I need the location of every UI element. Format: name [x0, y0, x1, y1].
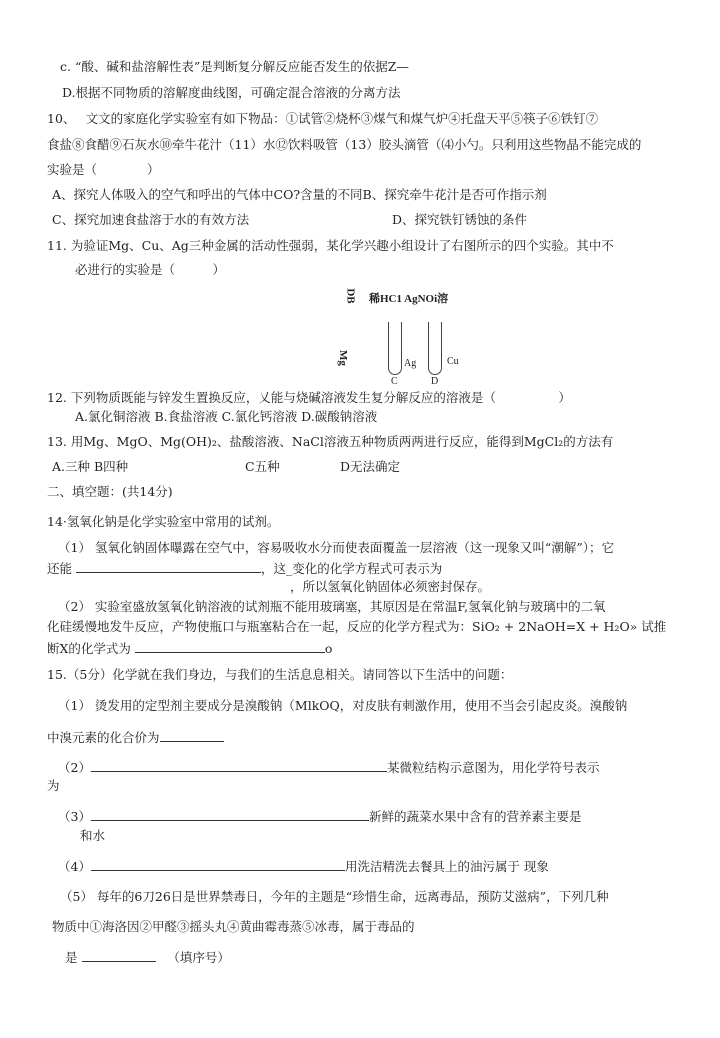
q13-option-ab: A.三种 B四种	[52, 459, 129, 474]
figure-label-cu: Cu	[447, 356, 459, 367]
q10-option-c: C、探究加速食盐溶于水的有效方法	[52, 212, 250, 227]
text: 新鲜的蔬菜水果中含有的营养素主要是	[368, 809, 582, 824]
q15-part1: （1） 烫发用的定型剂主要成分是溴酸钠（MlkOQ，对皮肤有刺激作用，使用不当会引起皮炎。溴酸钠	[58, 698, 628, 713]
figure-reagents: 稀HC1 AgNOi溶	[369, 293, 449, 305]
q9-option-d: D.根据不同物质的溶解度曲线图，可确定混合溶液的分离方法	[62, 85, 401, 100]
text: 断X的化学式为	[47, 641, 131, 656]
answer-blank[interactable]	[91, 858, 345, 871]
q11-stem-2: 必进行的实验是（ ）	[75, 262, 226, 277]
test-tube-c	[388, 322, 402, 375]
answer-blank[interactable]	[82, 949, 156, 962]
q15-part5: （5） 每年的6刀26日是世界禁毒日，今年的主题是“珍惜生命，远离毒品，预防艾滋病”，下列几种	[60, 889, 609, 904]
q15-part4	[58, 858, 549, 875]
text: 中溴元素的化合价为	[47, 730, 160, 745]
text: 某微粒结构示意图为，用化学符号表示	[386, 760, 600, 775]
text: （2）	[58, 760, 91, 775]
q12-stem: 12. 下列物质既能与锌发生置换反应，乂能与烧碱溶液发生复分解反应的溶液是（ ）	[47, 390, 571, 405]
q15-part1-line2	[47, 729, 224, 746]
figure-label-d: D	[431, 376, 439, 387]
q13-stem: 13. 用Mg、MgO、Mg(OH)₂、盐酸溶液、NaCl溶液五种物质两两进行反应，能得到MgCl₂的方法有	[47, 434, 614, 449]
q10-stem-3: 实验是（ ）	[47, 162, 160, 177]
q14-part2-line2: 化硅缓慢地发牛反应，产物使瓶口与瓶塞粘合在一起，反应的化学方程式为：SiO₂ + 2NaOH=X + H₂O» 试推	[47, 619, 667, 634]
q10-option-a: A、探究人体吸入的空气和呼出的气体中CO?含量的不同B、探究牵牛花汁是否可作指示剂	[52, 187, 547, 202]
text: 是	[65, 950, 78, 965]
q10-option-d: D、探究铁钉锈蚀的条件	[392, 212, 528, 227]
answer-blank[interactable]	[91, 808, 369, 821]
text: 用洗洁精洗去餐具上的油污属于 现象	[344, 859, 549, 874]
q14-part1-line3: ，所以氢氧化钠固体必须密封保存。	[290, 579, 491, 594]
q15-part2	[58, 759, 599, 776]
text: o	[324, 641, 333, 656]
q15-part3-line2: 和水	[80, 828, 106, 843]
q13-option-c: C五种	[245, 459, 280, 474]
figure-label-c: C	[391, 376, 398, 387]
text: ，这_变化的化学方程式可表示为	[261, 561, 443, 576]
q15-part2-line2: 为	[47, 778, 60, 793]
figure-label-mg: Mg	[336, 350, 349, 366]
q14-part1-line2	[47, 560, 442, 577]
q10-stem-2: 食盐⑧食醋⑨石灰水⑩牵牛花汁（11）水⑫饮料吸管（13）胶头滴管（⑷小勺。只利用这些物晶不能完成的	[47, 137, 642, 152]
text: 还能	[47, 561, 73, 576]
q13-option-d: D无法确定	[340, 459, 401, 474]
q14-part1: （1） 氢氧化钠固体曝露在空气中，容易吸收水分而使表面覆盖一层溶液（这一现象又叫“潮解”）；它	[58, 540, 614, 555]
figure-label-ag: Ag	[404, 358, 417, 369]
test-tube-d	[428, 322, 442, 375]
q14-part2-line3	[47, 640, 332, 657]
q15-title: 15.（5分）化学就在我们身边，与我们的生活息息相关。请同答以下生活中的问题：	[47, 667, 513, 682]
text: （填序号）	[167, 950, 230, 965]
answer-blank[interactable]	[135, 640, 325, 653]
answer-blank[interactable]	[76, 560, 261, 573]
answer-blank[interactable]	[91, 759, 387, 772]
q11-stem-1: 11. 为验证Mg、Cu、Ag三种金属的活动性强弱，某化学兴趣小组设计了右图所示的四个实验。其中不	[47, 238, 614, 253]
text: （4）	[58, 859, 91, 874]
q15-part3	[58, 808, 581, 825]
q15-part5-line2: 物质中①海洛因②甲醛③摇头丸④黄曲霉毒蒸⑤冰毒，属于毒品的	[52, 919, 415, 934]
q14-title: 14·氢氧化钠是化学实验室中常用的试剂。	[47, 514, 280, 529]
q12-options: A.氯化铜溶液 B.食盐溶液 C.氯化钙溶液 D.碳酸钠溶液	[75, 409, 378, 424]
section-2-heading: 二、填空题：(共14分)	[47, 484, 173, 499]
answer-blank[interactable]	[160, 729, 224, 742]
text: （3）	[58, 809, 91, 824]
q15-part5-line3	[65, 949, 230, 966]
q14-part2: （2） 实验室盛放氢氧化钠溶液的试剂瓶不能用玻璃塞，其原因是在常温F,氢氧化钠与玻璃中的二氧	[58, 599, 606, 614]
figure-label-db: DB	[344, 288, 357, 304]
q9-option-c: c. “酸、碱和盐溶解性表”是判断复分解反应能否发生的依据Z—	[60, 59, 409, 74]
q10-stem-1: 10、 文文的家庭化学实验室有如下物品：①试管②烧杯③煤气和煤气炉④托盘天平⑤筷子⑥铁钉⑦	[47, 111, 599, 126]
